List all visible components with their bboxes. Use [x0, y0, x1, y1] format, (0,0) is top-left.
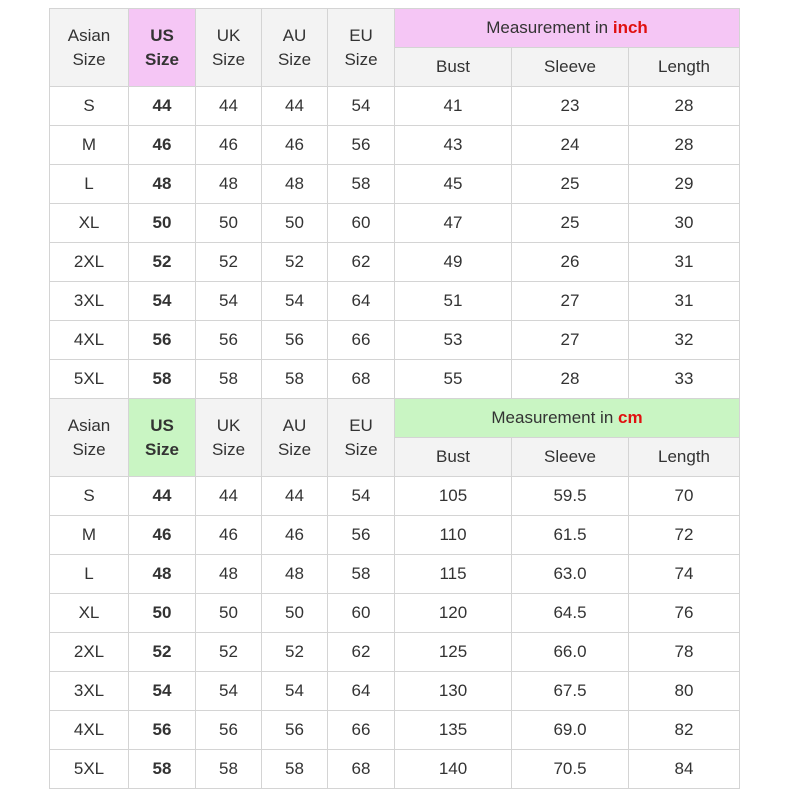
- us-size-cell: 50: [129, 594, 196, 633]
- sleeve-cell: 59.5: [512, 477, 629, 516]
- bust-cell: 43: [395, 126, 512, 165]
- bust-cell: 49: [395, 243, 512, 282]
- measurement-unit: cm: [618, 408, 643, 427]
- asian-size-cell: 2XL: [50, 243, 129, 282]
- bust-header: Bust: [395, 48, 512, 87]
- asian-size-cell: 3XL: [50, 672, 129, 711]
- us-size-cell: 46: [129, 126, 196, 165]
- us-size-cell: 56: [129, 321, 196, 360]
- length-cell: 30: [629, 204, 740, 243]
- eu-size-cell: 68: [328, 750, 395, 789]
- asian-size-cell: L: [50, 555, 129, 594]
- sleeve-header: Sleeve: [512, 48, 629, 87]
- length-cell: 28: [629, 87, 740, 126]
- length-cell: 76: [629, 594, 740, 633]
- uk-size-cell: 54: [196, 672, 262, 711]
- uk-size-cell: 46: [196, 516, 262, 555]
- sleeve-cell: 27: [512, 282, 629, 321]
- bust-cell: 135: [395, 711, 512, 750]
- asian-size-cell: XL: [50, 594, 129, 633]
- bust-cell: 140: [395, 750, 512, 789]
- length-cell: 31: [629, 243, 740, 282]
- au-size-cell: 58: [262, 360, 328, 399]
- uk-size-cell: 58: [196, 750, 262, 789]
- bust-cell: 115: [395, 555, 512, 594]
- bust-cell: 55: [395, 360, 512, 399]
- us-size-cell: 44: [129, 87, 196, 126]
- table-row: [50, 360, 740, 399]
- length-cell: 70: [629, 477, 740, 516]
- sleeve-header: Sleeve: [512, 438, 629, 477]
- eu-size-cell: 68: [328, 360, 395, 399]
- table-row: [50, 750, 740, 789]
- length-cell: 78: [629, 633, 740, 672]
- table-row: [50, 126, 740, 165]
- us-size-cell: 52: [129, 633, 196, 672]
- uk-size-cell: 48: [196, 555, 262, 594]
- asian-size-cell: 3XL: [50, 282, 129, 321]
- bust-cell: 105: [395, 477, 512, 516]
- asian-size-cell: 5XL: [50, 360, 129, 399]
- uk-size-cell: 50: [196, 204, 262, 243]
- au-size-cell: 56: [262, 321, 328, 360]
- au-size-cell: 52: [262, 243, 328, 282]
- length-cell: 72: [629, 516, 740, 555]
- length-cell: 33: [629, 360, 740, 399]
- us-size-cell: 50: [129, 204, 196, 243]
- sleeve-cell: 66.0: [512, 633, 629, 672]
- bust-cell: 110: [395, 516, 512, 555]
- length-cell: 82: [629, 711, 740, 750]
- uk-size-cell: 54: [196, 282, 262, 321]
- eu-size-cell: 60: [328, 204, 395, 243]
- us-size-cell: 44: [129, 477, 196, 516]
- eu-size-cell: 64: [328, 282, 395, 321]
- bust-cell: 130: [395, 672, 512, 711]
- uk-size-header: UK Size: [196, 399, 262, 477]
- au-size-cell: 46: [262, 126, 328, 165]
- eu-size-cell: 60: [328, 594, 395, 633]
- au-size-cell: 46: [262, 516, 328, 555]
- eu-size-cell: 64: [328, 672, 395, 711]
- table-row: [50, 282, 740, 321]
- uk-size-cell: 46: [196, 126, 262, 165]
- table-row: [50, 633, 740, 672]
- asian-size-cell: S: [50, 87, 129, 126]
- bust-cell: 45: [395, 165, 512, 204]
- bust-cell: 125: [395, 633, 512, 672]
- asian-size-cell: 4XL: [50, 321, 129, 360]
- asian-size-cell: L: [50, 165, 129, 204]
- uk-size-cell: 48: [196, 165, 262, 204]
- us-size-cell: 54: [129, 282, 196, 321]
- eu-size-cell: 66: [328, 321, 395, 360]
- eu-size-cell: 56: [328, 126, 395, 165]
- uk-size-cell: 50: [196, 594, 262, 633]
- us-size-cell: 48: [129, 555, 196, 594]
- uk-size-cell: 44: [196, 87, 262, 126]
- asian-size-cell: 2XL: [50, 633, 129, 672]
- eu-size-cell: 62: [328, 633, 395, 672]
- uk-size-cell: 44: [196, 477, 262, 516]
- length-cell: 31: [629, 282, 740, 321]
- au-size-header: AU Size: [262, 9, 328, 87]
- us-size-cell: 54: [129, 672, 196, 711]
- sleeve-cell: 25: [512, 204, 629, 243]
- uk-size-header: UK Size: [196, 9, 262, 87]
- length-header: Length: [629, 438, 740, 477]
- au-size-cell: 44: [262, 87, 328, 126]
- au-size-cell: 48: [262, 555, 328, 594]
- bust-cell: 51: [395, 282, 512, 321]
- uk-size-cell: 56: [196, 321, 262, 360]
- length-cell: 32: [629, 321, 740, 360]
- sleeve-cell: 63.0: [512, 555, 629, 594]
- au-size-header: AU Size: [262, 399, 328, 477]
- eu-size-cell: 58: [328, 165, 395, 204]
- bust-cell: 53: [395, 321, 512, 360]
- asian-size-header: Asian Size: [50, 9, 129, 87]
- us-size-cell: 58: [129, 750, 196, 789]
- au-size-cell: 52: [262, 633, 328, 672]
- uk-size-cell: 56: [196, 711, 262, 750]
- table-row: [50, 87, 740, 126]
- measurement-unit: inch: [612, 18, 648, 37]
- asian-size-cell: XL: [50, 204, 129, 243]
- sleeve-cell: 28: [512, 360, 629, 399]
- table-row: [50, 711, 740, 750]
- bust-cell: 41: [395, 87, 512, 126]
- length-cell: 74: [629, 555, 740, 594]
- eu-size-cell: 58: [328, 555, 395, 594]
- eu-size-cell: 56: [328, 516, 395, 555]
- sleeve-cell: 61.5: [512, 516, 629, 555]
- sleeve-cell: 25: [512, 165, 629, 204]
- au-size-cell: 50: [262, 204, 328, 243]
- asian-size-cell: 5XL: [50, 750, 129, 789]
- length-header: Length: [629, 48, 740, 87]
- table-row: [50, 672, 740, 711]
- table-body: [50, 399, 740, 789]
- eu-size-cell: 54: [328, 87, 395, 126]
- sleeve-cell: 64.5: [512, 594, 629, 633]
- sleeve-cell: 27: [512, 321, 629, 360]
- asian-size-cell: 4XL: [50, 711, 129, 750]
- sleeve-cell: 69.0: [512, 711, 629, 750]
- measurement-header: [395, 399, 740, 438]
- au-size-cell: 50: [262, 594, 328, 633]
- size-table-inch: [49, 8, 740, 399]
- table-row: [50, 477, 740, 516]
- eu-size-cell: 54: [328, 477, 395, 516]
- table-row: [50, 165, 740, 204]
- us-size-cell: 46: [129, 516, 196, 555]
- length-cell: 28: [629, 126, 740, 165]
- sleeve-cell: 24: [512, 126, 629, 165]
- asian-size-header: Asian Size: [50, 399, 129, 477]
- au-size-cell: 44: [262, 477, 328, 516]
- us-size-cell: 52: [129, 243, 196, 282]
- sleeve-cell: 67.5: [512, 672, 629, 711]
- table-row: [50, 243, 740, 282]
- us-size-cell: 56: [129, 711, 196, 750]
- table-row: [50, 555, 740, 594]
- table-row: [50, 204, 740, 243]
- eu-size-header: EU Size: [328, 9, 395, 87]
- uk-size-cell: 52: [196, 633, 262, 672]
- au-size-cell: 54: [262, 672, 328, 711]
- us-size-header: US Size: [129, 399, 196, 477]
- asian-size-cell: S: [50, 477, 129, 516]
- bust-header: Bust: [395, 438, 512, 477]
- asian-size-cell: M: [50, 126, 129, 165]
- uk-size-cell: 58: [196, 360, 262, 399]
- measurement-label: Measurement in: [491, 408, 619, 427]
- bust-cell: 47: [395, 204, 512, 243]
- sleeve-cell: 26: [512, 243, 629, 282]
- us-size-header: US Size: [129, 9, 196, 87]
- measurement-header: [395, 9, 740, 48]
- sleeve-cell: 23: [512, 87, 629, 126]
- eu-size-cell: 62: [328, 243, 395, 282]
- length-cell: 84: [629, 750, 740, 789]
- table-body: [50, 9, 740, 399]
- asian-size-cell: M: [50, 516, 129, 555]
- bust-cell: 120: [395, 594, 512, 633]
- measurement-label: Measurement in: [486, 18, 613, 37]
- length-cell: 29: [629, 165, 740, 204]
- au-size-cell: 54: [262, 282, 328, 321]
- table-row: [50, 321, 740, 360]
- au-size-cell: 48: [262, 165, 328, 204]
- table-row: [50, 594, 740, 633]
- sleeve-cell: 70.5: [512, 750, 629, 789]
- us-size-cell: 58: [129, 360, 196, 399]
- size-table-cm: [49, 398, 740, 789]
- uk-size-cell: 52: [196, 243, 262, 282]
- us-size-cell: 48: [129, 165, 196, 204]
- au-size-cell: 56: [262, 711, 328, 750]
- length-cell: 80: [629, 672, 740, 711]
- table-row: [50, 516, 740, 555]
- eu-size-cell: 66: [328, 711, 395, 750]
- eu-size-header: EU Size: [328, 399, 395, 477]
- au-size-cell: 58: [262, 750, 328, 789]
